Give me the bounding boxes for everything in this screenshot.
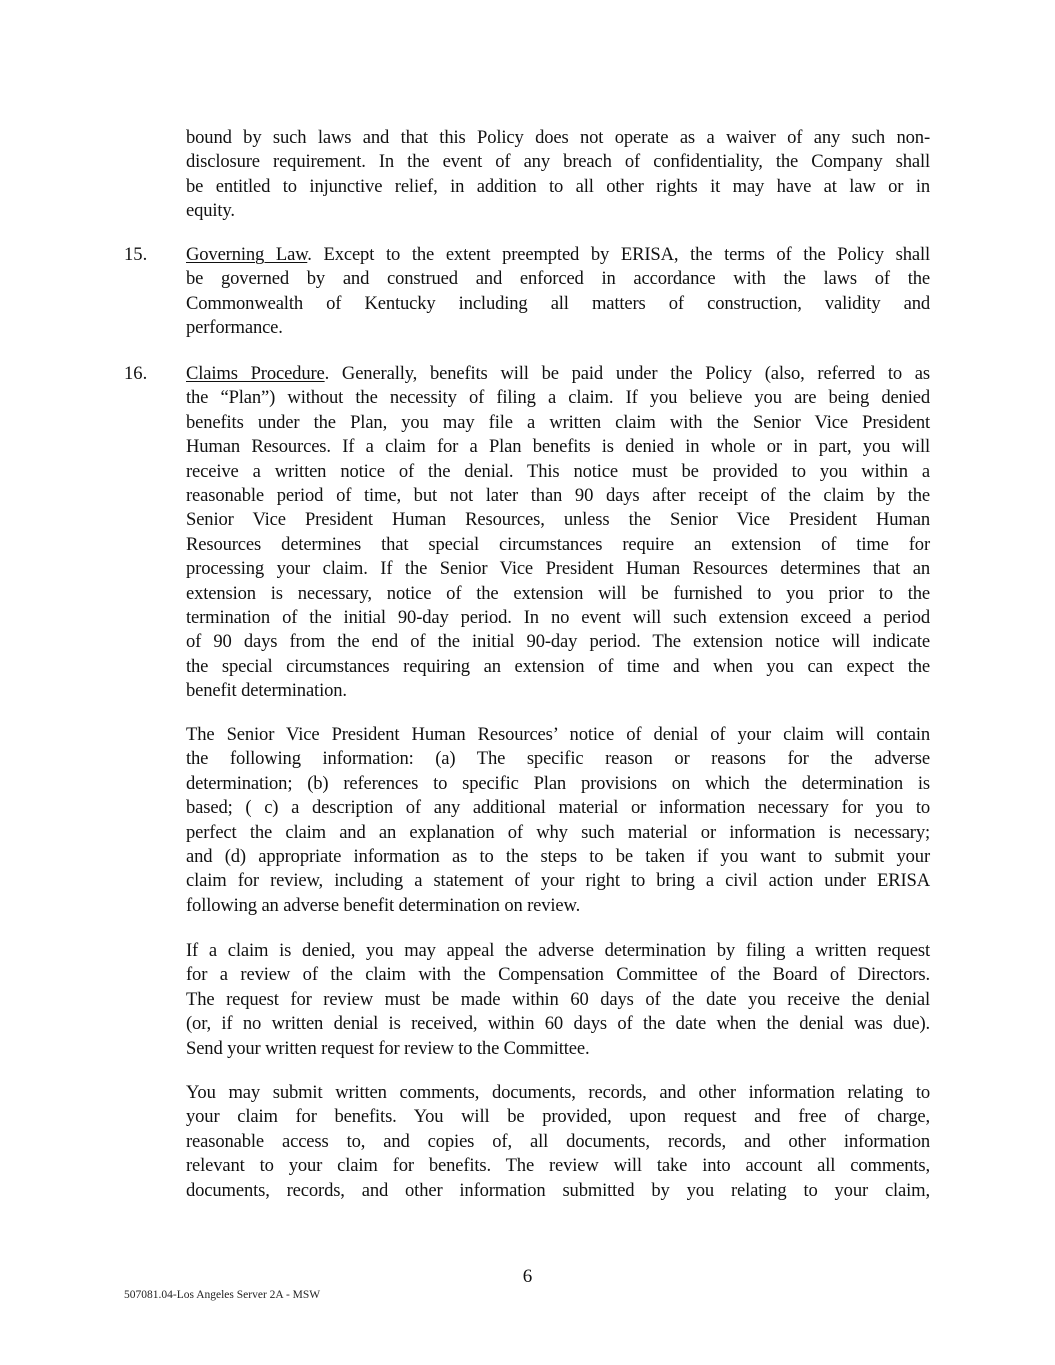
text-line: determination; (b) references to specific Plan provisions on which the determination is <box>186 772 930 794</box>
text-line: the “Plan”) without the necessity of filing a claim. If you believe you are being denied <box>186 387 930 409</box>
section-heading: Claims Procedure <box>186 363 325 384</box>
text-line: reasonable period of time, but not later than 90 days after receipt of the claim by the <box>186 484 930 506</box>
text-line: The Senior Vice President Human Resources’ notice of denial of your claim will contain <box>186 724 930 745</box>
text-line: (or, if no written denial is received, within 60 days of the date when the denial was due). <box>186 1013 930 1035</box>
text-line: receive a written notice of the denial. This notice must be provided to you within a <box>186 460 930 482</box>
document-id-footer: 507081.04-Los Angeles Server 2A - MSW <box>124 1289 321 1301</box>
text-line: disclosure requirement. In the event of any breach of confidentiality, the Company shall <box>186 151 930 173</box>
section-heading: Governing Law <box>186 244 308 265</box>
denial-notice-paragraph <box>186 723 930 918</box>
text-line: If a claim is denied, you may appeal the adverse determination by filing a written request <box>186 940 930 961</box>
text-line: Send your written request for review to the Committee. <box>186 1037 590 1059</box>
text-line: The request for review must be made within 60 days of the date you receive the denial <box>186 988 930 1010</box>
text-line: your claim for benefits. You will be provided, upon request and free of charge, <box>186 1106 930 1128</box>
text-line: You may submit written comments, documents, records, and other information relating to <box>186 1082 930 1103</box>
text-line: Governing Law. Except to the extent preempted by ERISA, the terms of the Policy shall <box>186 244 930 265</box>
text-line: following an adverse benefit determination on review. <box>186 894 581 916</box>
text-line: termination of the initial 90-day period. In no event will such extension exceed a period <box>186 606 930 628</box>
continuation-paragraph <box>186 126 930 224</box>
text-line: Resources determines that special circumstances require an extension of time for <box>186 533 930 555</box>
text-line: benefit determination. <box>186 680 347 702</box>
section-16-claims-procedure <box>186 362 930 703</box>
page-number: 6 <box>522 1266 533 1287</box>
text-line: Commonwealth of Kentucky including all matters of construction, validity and <box>186 292 930 314</box>
text-line: Senior Vice President Human Resources, unless the Senior Vice President Human <box>186 509 930 531</box>
section-number-16: 16. <box>124 363 148 384</box>
text-line: and (d) appropriate information as to the steps to be taken if you want to submit your <box>186 845 930 867</box>
text-line: documents, records, and other information submitted by you relating to your claim, <box>186 1179 930 1201</box>
text-line: be entitled to injunctive relief, in addition to all other rights it may have at law or in <box>186 175 930 197</box>
text-line: perfect the claim and an explanation of why such material or information is necessary; <box>186 821 930 843</box>
text-line: equity. <box>186 200 235 222</box>
appeal-paragraph <box>186 939 930 1061</box>
section-number-15: 15. <box>124 244 148 265</box>
text-line: relevant to your claim for benefits. The review will take into account all comments, <box>186 1155 930 1177</box>
text-line: Human Resources. If a claim for a Plan benefits is denied in whole or in part, you will <box>186 436 930 458</box>
section-15-governing-law <box>186 243 930 341</box>
text-line: be governed by and construed and enforced in accordance with the laws of the <box>186 268 930 290</box>
text-line: the special circumstances requiring an extension of time and when you can expect the <box>186 655 930 677</box>
text-line: claim for review, including a statement of your right to bring a civil action under ERISA <box>186 870 930 892</box>
text-line: for a review of the claim with the Compensation Committee of the Board of Directors. <box>186 964 930 986</box>
text-line: benefits under the Plan, you may file a written claim with the Senior Vice President <box>186 411 930 433</box>
text-line: based; ( c) a description of any additional material or information necessary for you to <box>186 797 930 819</box>
text-line: reasonable access to, and copies of, all documents, records, and other information <box>186 1130 930 1152</box>
text-line: the following information: (a) The specific reason or reasons for the adverse <box>186 748 930 770</box>
text-line: of 90 days from the end of the initial 90-day period. The extension notice will indicate <box>186 631 930 653</box>
submit-comments-paragraph <box>186 1081 930 1203</box>
text-line: processing your claim. If the Senior Vice President Human Resources determines that an <box>186 558 930 580</box>
text-line: bound by such laws and that this Policy does not operate as a waiver of any such non- <box>186 127 930 148</box>
text-line: Claims Procedure. Generally, benefits will be paid under the Policy (also, referred to as <box>186 363 930 384</box>
text-line: extension is necessary, notice of the extension will be furnished to you prior to the <box>186 582 930 604</box>
text-line: performance. <box>186 317 283 339</box>
